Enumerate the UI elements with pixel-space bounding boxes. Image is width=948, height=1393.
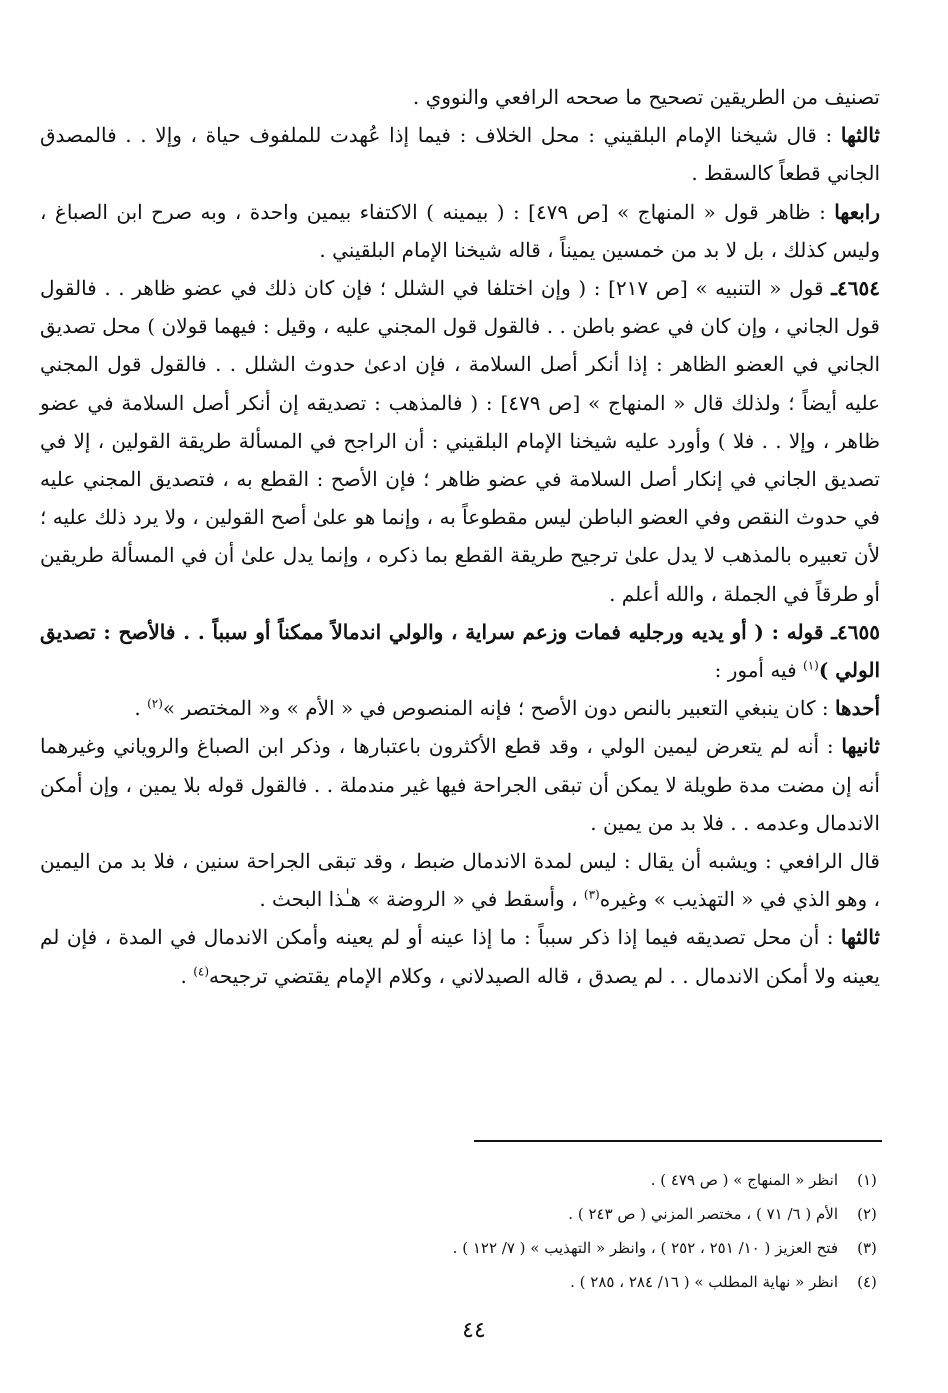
- paragraph-rafii: [40, 842, 880, 918]
- paragraph-third: [40, 116, 880, 192]
- paragraph-lead: ثانيها: [841, 734, 880, 759]
- paragraph-text: : قال شيخنا الإمام البلقيني : محل الخلاف : فيما إذا عُهدت للملفوف حياة ، وإلا . . فالمصدق الجاني قطعاً كالسقط .: [40, 123, 880, 186]
- footnote-text: انظر « المنهاج » ( ص ٤٧٩ ) .: [650, 1171, 838, 1189]
- paragraph-text: قال الرافعي : ويشبه أن يقال : ليس لمدة الاندمال ضبط ، وقد تبقى الجراحة سنين ، فلا بد من اليمين ، وهو الذي في « التهذيب » وغيره: [40, 849, 880, 912]
- footnote-divider: [474, 1140, 882, 1142]
- page-number: ٤٤: [462, 1318, 486, 1343]
- footnote-number: (١): [857, 1171, 877, 1189]
- paragraph-tail: .: [180, 963, 194, 988]
- paragraph-lead: ٤٦٥٤ـ: [831, 276, 880, 301]
- footnote-ref[interactable]: (٤): [193, 964, 210, 979]
- paragraph-lead: ثالثها: [840, 123, 880, 148]
- footnote-text: الأم ( ٦/ ٧١ ) ، مختصر المزني ( ص ٢٤٣ ) .: [568, 1205, 838, 1223]
- paragraph-4654: [40, 269, 880, 613]
- paragraph-text: تصنيف من الطريقين تصحيح ما صححه الرافعي والنووي .: [412, 85, 880, 109]
- footnote-item: [300, 1163, 882, 1197]
- footnote-number: (٣): [857, 1239, 877, 1257]
- footnote-ref[interactable]: (١): [803, 658, 819, 673]
- paragraph-first: [40, 689, 880, 727]
- paragraph-third-b: [40, 918, 880, 994]
- paragraph-text: : ظاهر قول « المنهاج » [ص ٤٧٩] : ( بيمينه ) الاكتفاء بيمين واحدة ، وبه صرح ابن الصباغ ، وليس كذلك ، بل لا بد من خمسين يميناً ، قاله شيخنا الإمام البلقيني .: [40, 199, 880, 262]
- paragraph-second: [40, 727, 880, 842]
- paragraph-lead: ٤٦٥٥ـ: [831, 619, 880, 644]
- paragraph-text: قول « التنبيه » [ص ٢١٧] : ( وإن اختلفا في الشلل ؛ فإن كان ذلك في عضو ظاهر . . فالقول قول الجاني ، وإن كان في عضو باطن . . فالقول قول المجني عليه ، وقيل : فيهما قولان ) محل تصديق الجاني في العضو الظاهر : إذا أنكر أصل السلامة ، فإن ادعىٰ حدوث الشلل . . فالقول قول المجني عليه أيضاً ؛ ولذلك قال « المنهاج » [ص ٤٧٩] : ( فالمذهب : تصديقه إن أنكر أصل السلامة في عضو ظاهر ، وإلا . . فلا ) وأورد عليه شيخنا الإمام البلقيني : أن الراجح في المسألة طريقة القولين ، إلا في تصديق الجاني في إنكار أصل السلامة في عضو ظاهر ؛ فإن الأصح : القطع به ، فتصديق المجني عليه في حدوث النقص وفي العضو الباطن ليس مقطوعاً به ، وإنما هو علىٰ أصح القولين ، ولا يرد ذلك عليه ؛ لأن تعبيره بالمذهب لا يدل علىٰ ترجيح طريقة القطع بما ذكره ، وإنما يدل علىٰ أن في المسألة طريقين أو طرقاً في الجملة ، والله أعلم .: [40, 276, 880, 606]
- footnote-ref[interactable]: (٢): [147, 696, 163, 711]
- paragraph-fourth: [40, 193, 880, 269]
- paragraph-lead: ثالثها: [840, 925, 880, 950]
- footnote-ref[interactable]: (٣): [583, 887, 600, 902]
- footnote-text: فتح العزيز ( ١٠/ ٢٥١ ، ٢٥٢ ) ، وانظر « التهذيب » ( ٧/ ١٢٢ ) .: [452, 1239, 838, 1257]
- paragraph-text: قوله : ( أو يديه ورجليه فمات وزعم سراية ، والولي اندمالاً ممكناً أو سبباً . . فالأصح : تصديق الولي ): [40, 619, 880, 683]
- paragraph-tail: .: [134, 696, 148, 721]
- paragraph-text: : أنه لم يتعرض ليمين الولي ، وقد قطع الأكثرون باعتبارها ، وذكر ابن الصباغ والروياني وغيرهما أنه إن مضت مدة طويلة لا يمكن أن تبقى الجراحة فيها غير مندملة . . فالقول قوله بلا يمين ، وإن أمكن الاندمال وعدمه . . فلا بد من يمين .: [40, 734, 880, 835]
- paragraph-tail: ، وأسقط في « الروضة » هـٰذا البحث .: [259, 887, 584, 912]
- footnote-item: [300, 1265, 882, 1299]
- footnote-number: (٤): [857, 1273, 877, 1291]
- paragraph-lead: أحدها: [834, 696, 880, 721]
- footnote-item: [300, 1231, 882, 1265]
- paragraph-4655: [40, 613, 880, 689]
- paragraph-text: : كان ينبغي التعبير بالنص دون الأصح ؛ فإنه المنصوص في « الأم » و« المختصر »: [162, 696, 835, 721]
- paragraph-tail: فيه أمور :: [714, 658, 803, 683]
- paragraph-lead: رابعها: [834, 199, 880, 224]
- paragraph-continuation: [40, 78, 880, 116]
- footnote-item: [300, 1197, 882, 1231]
- footnote-number: (٢): [857, 1205, 877, 1223]
- paragraph-text: : أن محل تصديقه فيما إذا ذكر سبباً : ما إذا عينه أو لم يعينه وأمكن الاندمال في المدة ، فإن لم يعينه ولا أمكن الاندمال . . لم يصدق ، قاله الصيدلاني ، وكلام الإمام يقتضي ترجيحه: [40, 925, 880, 988]
- main-text: [40, 78, 880, 995]
- footnote-text: انظر « نهاية المطلب » ( ١٦/ ٢٨٤ ، ٢٨٥ ) .: [570, 1273, 838, 1291]
- footnotes: [300, 1163, 882, 1299]
